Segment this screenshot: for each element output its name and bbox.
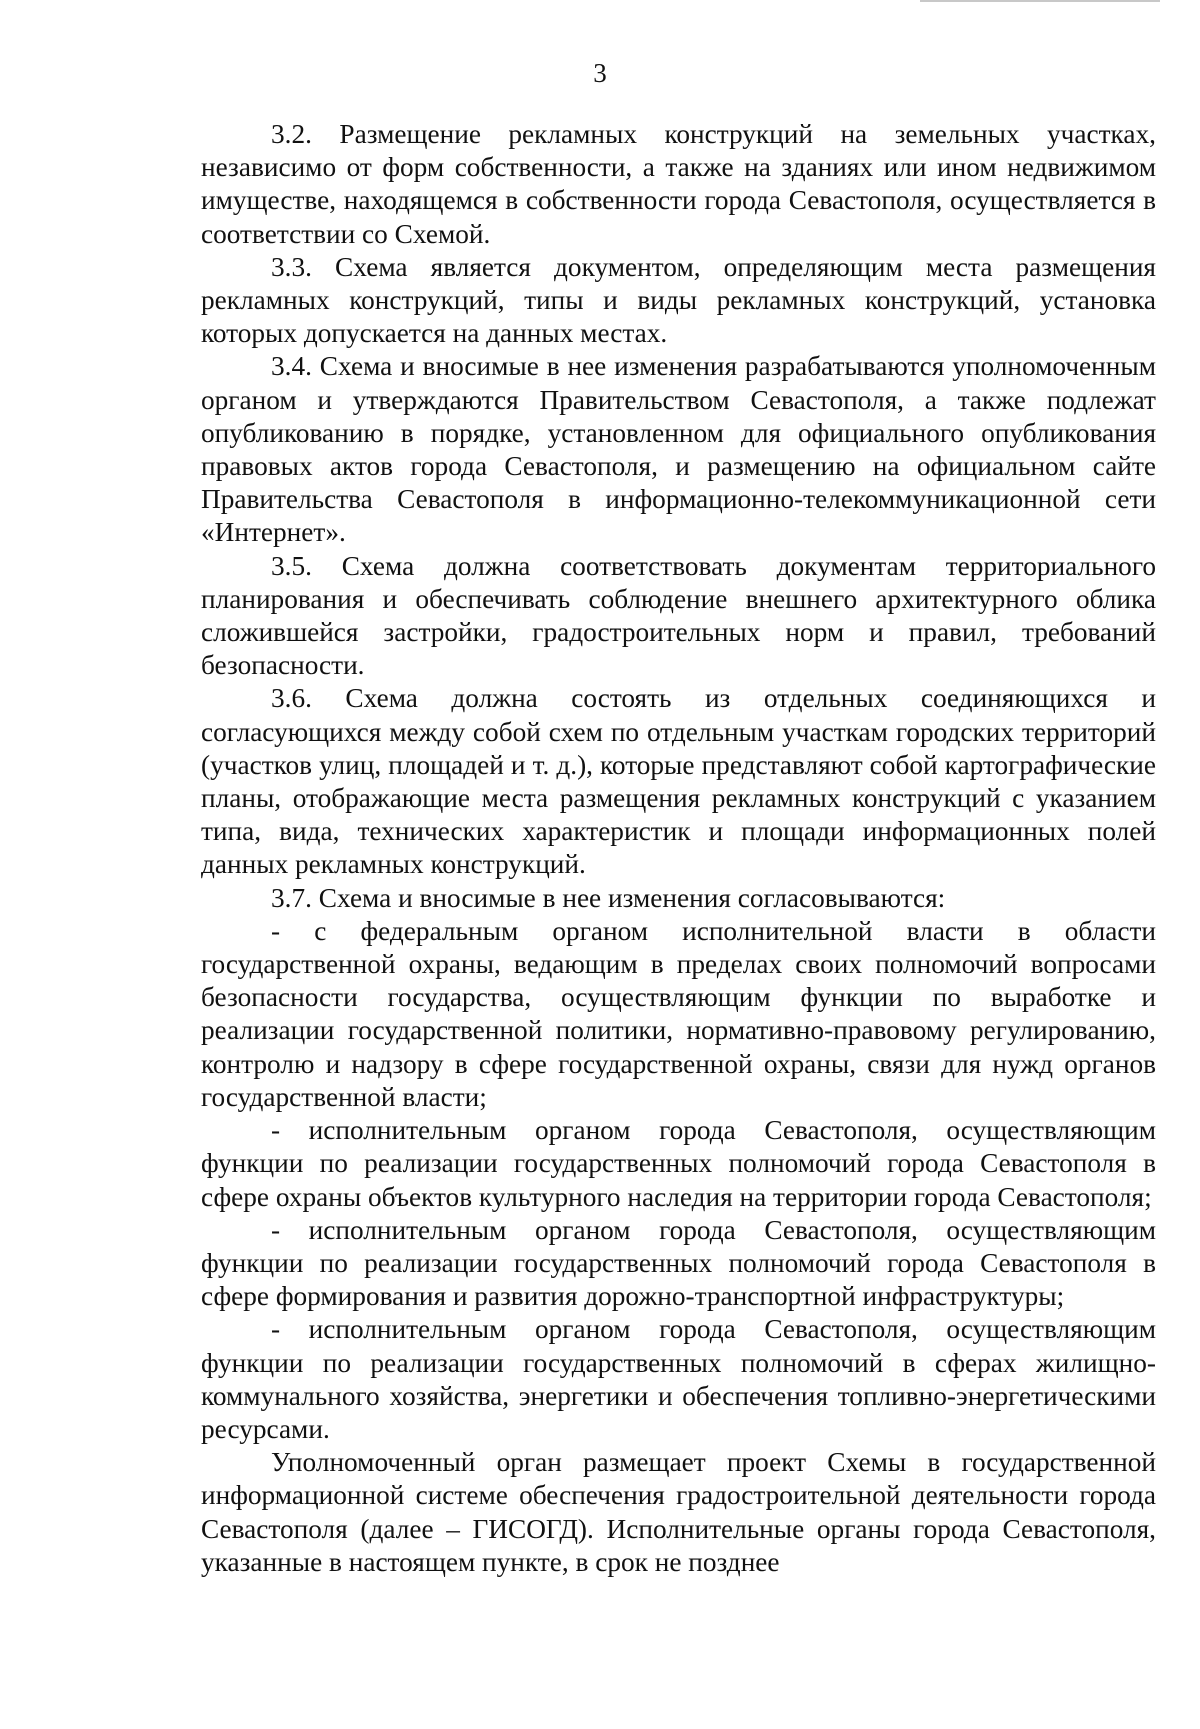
list-item-cultural-heritage-body: - исполнительным органом города Севастополя, осуществляющим функции по реализации государственных полномочий города Севастополя в сфере охраны объектов культурного наследия на территории города Севастополя; [201,1115,1156,1212]
page-number: 3 [593,58,607,88]
paragraph-3-7: 3.7. Схема и вносимые в нее изменения согласовываются: [271,882,946,913]
list-item-transport-body: - исполнительным органом города Севастополя, осуществляющим функции по реализации государственных полномочий города Севастополя в сфере формирования и развития дорожно-транспортной инфраструктуры; [201,1214,1156,1312]
paragraph-3-2: 3.2. Размещение рекламных конструкций на земельных участках, независимо от форм собственности, а также на зданиях или ином недвижимом имуществе, находящемся в собственности города Севастополя, осуществляется в соответствии со Схемой. [201,119,1156,249]
paragraph-3-4: 3.4. Схема и вносимые в нее изменения разрабатываются уполномоченным органом и утверждаются Правительством Севастополя, а также подлежат опубликованию в порядке, установленном для официального опубликования правовых актов города Севастополя, и размещению на официальном сайте Правительства Севастополя в информационно-телекоммуникационной сети «Интернет». [201,351,1156,548]
paragraph-3-5: 3.5. Схема должна соответствовать документам территориального планирования и обеспечивать соблюдение внешнего архитектурного облика сложившейся застройки, градостроительных норм и правил, требований безопасности. [201,550,1156,681]
paragraph-3-3: 3.3. Схема является документом, определяющим места размещения рекламных конструкций, типы и виды рекламных конструкций, установка которых допускается на данных местах. [201,251,1156,349]
list-item-housing-energy-body: - исполнительным органом города Севастополя, осуществляющим функции по реализации государственных полномочий в сферах жилищно-коммунального хозяйства, энергетики и обеспечения топливно-энергетическими ресурсами. [201,1314,1156,1444]
scan-edge-line [920,0,1160,2]
paragraph-gisogd: Уполномоченный орган размещает проект Схемы в государственной информационной системе обеспечения градостроительной деятельности города Севастополя (далее – ГИСОГД). Исполнительные органы города Севастополя, указанные в настоящем пункте, в срок не позднее [201,1447,1156,1577]
paragraph-3-6: 3.6. Схема должна состоять из отдельных соединяющихся и согласующихся между собой схем по отдельным участкам городских территорий (участков улиц, площадей и т. д.), которые представляют собой картографические планы, отображающие места размещения рекламных конструкций с указанием типа, вида, технических характеристик и площади информационных полей данных рекламных конструкций. [201,683,1156,880]
list-item-federal-body: - с федеральным органом исполнительной власти в области государственной охраны, ведающим в пределах своих полномочий вопросами безопасности государства, осуществляющим функции по выработке и реализации государственной политики, нормативно-правовому регулированию, контролю и надзору в сфере государственной охраны, связи для нужд органов государственной власти; [201,915,1156,1112]
document-body [201,118,1156,1579]
